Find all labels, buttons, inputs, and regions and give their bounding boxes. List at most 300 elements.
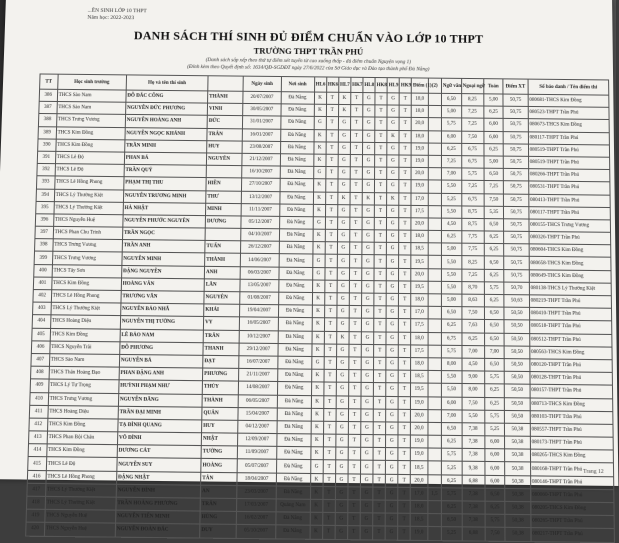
table-cell: 6,00 — [485, 462, 506, 475]
table-cell: T — [324, 357, 337, 370]
table-cell: 6,25 — [484, 143, 504, 156]
table-cell: Đà Nẵng — [278, 305, 312, 318]
table-cell: 50,75 — [503, 119, 527, 132]
table-cell: G — [336, 318, 348, 331]
table-cell: 080265-THPT Trần Phú — [530, 515, 614, 529]
table-cell: 407 — [31, 353, 49, 366]
table-cell: T — [323, 408, 336, 421]
table-cell: THCS Lê Hồng Phong — [54, 176, 123, 189]
table-cell: T — [348, 421, 361, 434]
table-cell: G — [386, 255, 398, 268]
table-cell: T — [399, 268, 411, 281]
table-cell — [428, 193, 441, 206]
table-cell: 14/08/2007 — [239, 381, 278, 394]
table-cell: 50,50 — [504, 333, 529, 346]
table-cell: G — [336, 382, 349, 395]
table-cell: T — [373, 526, 386, 539]
table-cell: 20,0 — [410, 474, 427, 487]
table-cell: T — [373, 357, 385, 370]
table-cell: G — [386, 332, 398, 345]
table-cell: 7,25 — [461, 269, 483, 282]
table-cell: 5,50 — [441, 281, 461, 294]
table-cell: 9,38 — [462, 462, 485, 475]
table-cell: 19,0 — [411, 448, 428, 461]
table-cell: 414 — [28, 444, 47, 457]
table-cell: G — [360, 461, 373, 474]
table-cell: 080604-THCS Kim Đồng — [529, 244, 611, 258]
table-cell: 7,50 — [462, 307, 485, 320]
table-cell: TRẦN ĐẠI MINH — [118, 406, 202, 420]
table-cell: G — [335, 500, 348, 513]
table-cell: 50,50 — [505, 371, 530, 384]
table-cell: 080060-THPT Trần Phú — [530, 489, 614, 503]
table-cell: THCS Hoàng Diệu — [47, 405, 118, 419]
table-cell: 080217-THPT Trần Phú — [531, 528, 615, 542]
table-cell: G — [361, 409, 374, 422]
table-cell: 392 — [37, 164, 55, 177]
table-cell: LÂN — [204, 279, 240, 292]
table-cell: 7,00 — [441, 409, 461, 422]
table-cell: Đà Nẵng — [277, 356, 311, 369]
table-cell: Đà Nẵng — [275, 525, 309, 539]
table-cell: T — [350, 167, 362, 180]
table-cell: K — [338, 192, 350, 205]
column-header: (2) — [428, 78, 441, 93]
table-cell: T — [325, 267, 337, 280]
table-cell: 50,75 — [504, 219, 529, 232]
table-cell: 7,38 — [462, 488, 485, 501]
table-cell: 7,75 — [461, 231, 483, 244]
table-cell: T — [399, 118, 411, 131]
table-cell: 080713-THCS Kim Đồng — [530, 397, 613, 411]
table-cell: 50,50 — [504, 346, 529, 359]
table-cell: MINH — [206, 203, 242, 216]
table-cell: THCS Lý Thường Kiệt — [45, 483, 116, 497]
table-cell: 7,25 — [461, 106, 483, 119]
table-cell: THCS Nguyễn Huệ — [44, 510, 115, 524]
column-header: Toán — [483, 79, 503, 94]
table-cell: VY — [203, 317, 239, 330]
column-header: HL9 — [387, 78, 399, 93]
table-cell: K — [311, 344, 324, 357]
table-cell: T — [374, 268, 386, 281]
table-cell: THCS Kim Đồng — [46, 444, 117, 458]
table-cell: G — [386, 268, 398, 281]
table-cell: T — [324, 280, 336, 293]
table-cell: 6,25 — [441, 475, 462, 488]
table-cell: 7,50 — [461, 131, 483, 144]
table-cell — [428, 294, 442, 307]
table-cell: G — [336, 408, 349, 421]
table-cell: NGUYỄN THỊ TƯỜNG — [120, 316, 204, 330]
table-cell: T — [374, 280, 386, 293]
table-cell — [428, 268, 441, 281]
table-cell: 19,0 — [411, 396, 428, 409]
table-cell: 20,0 — [411, 218, 428, 231]
table-cell: 080168-THPT Trần Phú — [530, 462, 614, 476]
table-cell: T — [324, 369, 337, 382]
table-cell — [428, 205, 441, 218]
table-cell: 50,38 — [505, 449, 530, 462]
table-cell: 20,0 — [411, 168, 428, 181]
table-cell: T — [348, 370, 361, 383]
table-cell: T — [349, 280, 361, 293]
table-cell: G — [337, 255, 349, 268]
table-cell: 7,63 — [462, 320, 485, 333]
table-cell: 05/10/2007 — [236, 525, 275, 539]
table-cell: 420 — [26, 523, 45, 536]
table-cell: 6,75 — [461, 156, 483, 169]
table-cell: 50,38 — [505, 462, 530, 475]
table-cell: 23/08/2007 — [242, 141, 280, 154]
table-cell: 6,50 — [484, 307, 504, 320]
table-cell: G — [312, 267, 324, 280]
column-header: HK7 — [351, 77, 363, 92]
table-cell: T — [350, 204, 362, 217]
table-cell: THƯ — [206, 190, 242, 203]
table-cell: 9,00 — [462, 371, 485, 384]
table-cell: TƯỜNG — [201, 446, 238, 459]
table-cell: 7,38 — [462, 514, 485, 527]
table-cell: Quảng Nam — [276, 499, 310, 513]
table-cell: K — [313, 204, 325, 217]
table-cell: 17,0 — [411, 306, 428, 319]
table-cell: T — [325, 217, 337, 230]
table-cell: 390 — [38, 139, 56, 152]
table-cell: G — [386, 422, 399, 435]
table-cell: 410 — [30, 392, 49, 405]
table-cell: 50,75 — [504, 156, 529, 169]
table-cell: G — [336, 434, 349, 447]
table-cell: G — [387, 180, 399, 193]
table-cell: T — [398, 487, 411, 500]
column-header: Học sinh trường — [57, 74, 126, 90]
table-cell: G — [386, 409, 399, 422]
table-cell: T — [347, 526, 360, 539]
table-cell: 080326-THPT Trần Phú — [529, 232, 611, 245]
table-cell: T — [322, 499, 335, 512]
document-title: DANH SÁCH THÍ SINH ĐỦ ĐIỂM CHUẨN VÀO LỚP 10 THPT — [133, 28, 484, 46]
table-cell: K — [310, 447, 323, 460]
table-cell: 5,00 — [483, 94, 503, 107]
table-cell: 6,00 — [484, 449, 505, 462]
table-cell: Đà Nẵng — [275, 512, 309, 526]
table-cell: T — [374, 319, 386, 332]
table-cell: 5,75 — [461, 168, 483, 181]
table-cell — [428, 93, 441, 105]
table-cell: 19,0 — [411, 143, 428, 156]
table-cell: 6,50 — [484, 358, 504, 371]
table-cell: 7,25 — [461, 181, 483, 194]
table-cell: T — [326, 105, 338, 118]
table-cell: NGUYỄN SUY — [117, 458, 202, 472]
table-cell: T — [373, 396, 386, 409]
table-cell: Đà Nẵng — [279, 204, 313, 217]
table-cell: HIỀN — [206, 178, 242, 191]
table-cell: T — [322, 513, 335, 526]
table-cell: T — [374, 344, 386, 357]
table-cell: 6,50 — [441, 514, 462, 527]
table-cell: DUY — [200, 524, 237, 538]
table-cell: T — [324, 331, 337, 344]
table-cell: T — [398, 383, 410, 396]
table-cell: T — [374, 205, 386, 218]
table-cell: Đà Nẵng — [280, 179, 314, 192]
table-cell: THCS Kim Đồng — [55, 139, 124, 152]
table-cell: Đà Nẵng — [277, 369, 311, 382]
table-cell: HUỲNH PHẠM NHƯ — [118, 380, 202, 394]
table-cell — [206, 165, 242, 178]
table-cell: K — [362, 192, 374, 205]
table-cell: TẠ ĐÌNH QUANG — [118, 419, 202, 433]
table-cell: 6,25 — [441, 319, 461, 332]
table-cell: THCS Lý Thường Kiệt — [54, 189, 124, 202]
table-cell: 12/09/2007 — [238, 433, 277, 446]
table-cell: 05/07/2007 — [237, 459, 276, 472]
table-cell: 080413-THPT Trần Phú — [528, 194, 610, 207]
table-cell: 27/10/2007 — [242, 178, 280, 191]
table-cell: 50,75 — [504, 206, 529, 219]
table-cell: 080117-THPT Trần Phú — [528, 131, 609, 144]
table-cell: T — [399, 167, 411, 180]
table-cell: 18,0 — [411, 358, 428, 371]
table-cell: 21/12/2007 — [242, 153, 280, 166]
table-cell — [428, 396, 442, 409]
table-cell — [428, 106, 441, 119]
table-cell: 080157-THPT Trần Phú — [530, 385, 613, 399]
table-cell: G — [310, 460, 323, 473]
table-body — [26, 89, 615, 542]
table-cell: Đà Nẵng — [278, 292, 312, 305]
table-cell: T — [325, 255, 337, 268]
table-cell: 8,25 — [461, 256, 483, 269]
table-cell: 6,00 — [441, 397, 461, 410]
table-cell: G — [362, 142, 374, 155]
table-cell: G — [335, 447, 348, 460]
table-cell: G — [335, 486, 348, 499]
table-cell: 5,75 — [441, 488, 462, 501]
table-cell: 6,50 — [484, 256, 504, 269]
table-cell: 8,75 — [461, 206, 483, 219]
table-cell: G — [335, 526, 348, 539]
table-cell: T — [374, 217, 386, 230]
table-cell — [428, 218, 441, 231]
table-cell: 01/08/2007 — [240, 292, 278, 305]
document-header — [87, 8, 147, 23]
table-cell: DƯƠNG CÁT — [117, 445, 201, 459]
table-cell: G — [385, 474, 398, 487]
table-cell: 50,75 — [504, 131, 529, 144]
table-cell: THCS Trưng Vương — [56, 114, 125, 127]
table-cell: K — [310, 499, 323, 512]
table-cell: T — [348, 447, 361, 460]
table-cell: NGUYỄN ĐOÀN ĐẮC — [115, 523, 200, 537]
table-cell: T — [398, 345, 410, 358]
table-cell: Đà Nẵng — [281, 104, 314, 117]
table-cell: Đà Nẵng — [277, 408, 311, 421]
table-cell: 080103-THPT Trần Phú — [530, 410, 613, 424]
table-cell: G — [335, 460, 348, 473]
table-cell: 19,5 — [411, 256, 428, 269]
table-cell: G — [337, 217, 349, 230]
table-cell: T — [324, 344, 337, 357]
table-cell: K — [310, 473, 323, 486]
table-cell: T — [399, 155, 411, 168]
table-cell: T — [349, 293, 361, 306]
table-cell: T — [326, 129, 338, 142]
table-cell: T — [398, 422, 411, 435]
table-cell: HÙNG — [200, 511, 237, 525]
table-cell: T — [373, 461, 386, 474]
table-cell: 409 — [30, 379, 48, 392]
table-cell: 50,50 — [505, 410, 530, 423]
table-cell: 18,0 — [411, 130, 428, 143]
table-cell: 418 — [26, 496, 45, 509]
table-cell — [428, 180, 441, 193]
table-cell: 20,0 — [411, 268, 428, 281]
table-cell: 50,50 — [504, 320, 529, 333]
table-cell: T — [399, 105, 411, 118]
table-cell: 6,00 — [441, 131, 461, 144]
table-cell: 50,75 — [504, 181, 529, 194]
table-cell: G — [336, 357, 349, 370]
table-cell: 6,25 — [441, 435, 461, 448]
table-cell: G — [338, 167, 350, 180]
table-cell: 50,38 — [505, 436, 530, 449]
table-cell: 080673-THCS Kim Đồng — [528, 119, 609, 132]
table-cell: 18,5 — [410, 514, 427, 527]
table-cell: 50,38 — [505, 515, 530, 528]
table-cell: Đà Nẵng — [276, 473, 310, 486]
table-cell: Đà Nẵng — [278, 279, 312, 292]
table-cell: T — [398, 513, 411, 526]
table-cell: TRẦN QUÝ — [124, 164, 207, 177]
table-cell: G — [361, 396, 374, 409]
table-cell: THCS Lê Độ — [55, 164, 124, 177]
table-cell — [428, 281, 441, 294]
table-cell: G — [362, 205, 374, 218]
table-cell: 50,75 — [504, 169, 529, 182]
table-cell: 16/02/2007 — [237, 512, 276, 526]
table-cell: 18,0 — [411, 105, 428, 118]
table-cell: 20,0 — [411, 422, 428, 435]
table-cell: 080117-THPT Trần Phú — [528, 206, 610, 219]
table-cell: T — [350, 130, 362, 143]
column-header: TT — [40, 74, 58, 89]
table-cell: G — [362, 230, 374, 243]
header-line-2: Năm học: 2022-2023 — [87, 14, 135, 22]
table-cell: T — [399, 293, 411, 306]
table-cell: 5,35 — [484, 206, 504, 219]
table-cell: G — [385, 448, 398, 461]
table-cell: 080523-THPT Trần Phú — [528, 107, 609, 120]
table-cell: 5,50 — [441, 384, 461, 397]
table-cell: 6,25 — [484, 244, 504, 257]
table-cell: T — [323, 421, 336, 434]
table-cell: K — [311, 382, 324, 395]
table-cell: 7,25 — [484, 181, 504, 194]
table-cell: G — [337, 293, 349, 306]
table-cell: ĐỖ PHƯƠNG — [119, 342, 203, 356]
table-cell: 50,75 — [503, 106, 527, 119]
table-cell: 7,00 — [484, 345, 504, 358]
table-cell: TRƯƠNG VĂN — [121, 290, 204, 304]
table-cell: 14/06/2007 — [241, 254, 279, 267]
table-cell: 403 — [33, 302, 51, 315]
table-cell: THCS Kim Đồng — [51, 277, 121, 290]
table-cell: G — [385, 513, 398, 526]
table-cell: KHÁI — [204, 304, 240, 317]
table-cell: 8,00 — [441, 358, 461, 371]
table-cell: 5,00 — [441, 294, 461, 307]
table-cell: T — [323, 382, 336, 395]
table-cell: T — [323, 460, 336, 473]
table-cell: 7,38 — [462, 501, 485, 514]
table-cell: T — [373, 448, 386, 461]
table-cell: Đà Nẵng — [280, 141, 313, 154]
table-cell: 080681-THCS Kim Đồng — [528, 94, 609, 107]
table-cell: T — [349, 318, 361, 331]
table-cell: 080155-THCS Trưng Vương — [529, 219, 611, 232]
table-cell — [205, 228, 241, 241]
table-cell: 406 — [31, 341, 49, 354]
table-cell: T — [323, 395, 336, 408]
table-cell: 6,88 — [462, 527, 485, 540]
column-header — [208, 76, 244, 92]
table-cell: 405 — [32, 328, 50, 341]
table-cell: T — [349, 242, 361, 255]
table-cell: G — [337, 267, 349, 280]
table-cell: T — [398, 500, 411, 513]
table-cell: G — [387, 155, 399, 168]
table-cell: NGUYỄN ĐỨC PHƯƠNG — [125, 102, 207, 115]
table-cell: T — [325, 179, 337, 192]
column-header: Nơi sinh — [281, 77, 314, 93]
table-cell: T — [349, 306, 361, 319]
table-cell: 50,75 — [504, 244, 529, 257]
table-cell: G — [386, 243, 398, 256]
table-cell: 50,75 — [504, 194, 529, 207]
column-header: HL6 — [314, 77, 326, 92]
table-cell: T — [375, 142, 387, 155]
table-cell: T — [325, 242, 337, 255]
table-cell: VINH — [207, 103, 243, 116]
table-cell — [428, 474, 442, 487]
table-cell: 397 — [35, 226, 53, 239]
table-cell — [428, 371, 442, 384]
table-cell — [428, 243, 441, 256]
table-cell: T — [374, 306, 386, 319]
table-cell: 5,75 — [484, 371, 504, 384]
table-cell: 50,75 — [504, 144, 529, 157]
results-table — [25, 73, 615, 542]
table-cell: 19,5 — [411, 281, 428, 294]
table-cell: 5,00 — [441, 243, 461, 256]
table-cell: G — [360, 474, 373, 487]
table-cell: 5,50 — [441, 256, 461, 269]
table-cell: G — [361, 370, 374, 383]
table-cell: 50,75 — [504, 256, 529, 269]
table-cell: 50,38 — [505, 501, 530, 514]
column-header: HK6 — [326, 77, 338, 92]
table-cell: T — [324, 305, 336, 318]
table-cell: 50,75 — [504, 269, 529, 282]
table-cell: 080518-THPT Trần Phú — [529, 320, 612, 334]
table-cell: T — [325, 167, 337, 180]
table-cell: T — [399, 130, 411, 143]
table-cell: G — [387, 167, 399, 180]
table-cell: 5,25 — [441, 527, 462, 540]
